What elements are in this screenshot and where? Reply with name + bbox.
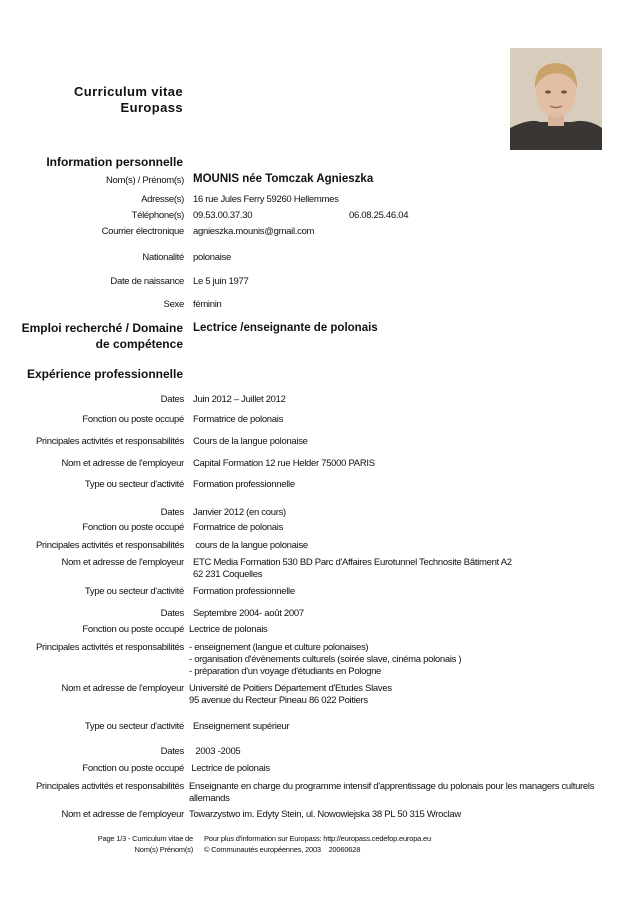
cv-title-line2: Europass xyxy=(120,100,183,115)
exp4-employer: Towarzystwo im. Edyty Stein, ul. Nowowiejska 38 PL 50 315 Wroclaw xyxy=(189,809,461,820)
exp3-activity-1: - enseignement (langue et culture polonaises) xyxy=(189,642,369,653)
exp1-activities: Cours de la langue polonaise xyxy=(193,436,308,447)
dates-label: Dates xyxy=(160,507,184,518)
exp4-function: Lectrice de polonais xyxy=(189,763,270,774)
exp2-employer-line2: 62 231 Coquelles xyxy=(193,569,263,580)
full-name: MOUNIS née Tomczak Agnieszka xyxy=(193,173,374,185)
job-value: Lectrice /enseignante de polonais xyxy=(193,322,378,334)
exp2-sector: Formation professionnelle xyxy=(193,586,295,597)
dates-label: Dates xyxy=(160,608,184,619)
activities-label: Principales activités et responsabilités xyxy=(36,436,184,447)
activities-label: Principales activités et responsabilités xyxy=(36,540,184,551)
activities-label: Principales activités et responsabilités xyxy=(36,781,184,792)
footer-left-line1: Page 1/3 - Curriculum vitae de xyxy=(97,834,193,843)
personal-info-heading: Information personnelle xyxy=(46,155,183,169)
footer-right-line2: © Communautés européennes, 2003 20060628 xyxy=(204,845,361,854)
experience-heading: Expérience professionnelle xyxy=(26,367,183,381)
exp3-activity-2: - organisation d'évènements culturels (soirée slave, cinéma polonais ) xyxy=(189,654,462,665)
exp1-dates: Juin 2012 – Juillet 2012 xyxy=(193,394,286,405)
exp2-activities: cours de la langue polonaise xyxy=(193,540,308,551)
exp3-employer-line2: 95 avenue du Recteur Pineau 86 022 Poitiers xyxy=(189,695,368,706)
nationality-value: polonaise xyxy=(193,252,231,263)
exp3-sector: Enseignement supérieur xyxy=(193,721,290,732)
sector-label: Type ou secteur d'activité xyxy=(84,586,184,597)
sex-value: féminin xyxy=(193,299,222,310)
name-label: Nom(s) / Prénom(s) xyxy=(106,175,184,186)
sector-label: Type ou secteur d'activité xyxy=(84,721,184,732)
dates-label: Dates xyxy=(160,394,184,405)
employer-label: Nom et adresse de l'employeur xyxy=(61,458,184,469)
employer-label: Nom et adresse de l'employeur xyxy=(61,683,184,694)
birth-value: Le 5 juin 1977 xyxy=(193,276,249,287)
sector-label: Type ou secteur d'activité xyxy=(84,479,184,490)
phone-value-2: 06.08.25.46.04 xyxy=(349,210,409,221)
exp2-dates: Janvier 2012 (en cours) xyxy=(193,507,286,518)
exp2-employer-line1: ETC Media Formation 530 BD Parc d'Affaires Eurotunnel Technosite Bâtiment A2 xyxy=(193,557,512,568)
job-heading-line2: de compétence xyxy=(95,337,183,351)
exp3-employer-line1: Université de Poitiers Département d'Etudes Slaves xyxy=(189,683,392,694)
email-value: agnieszka.mounis@gmail.com xyxy=(193,226,315,237)
footer-left-line2: Nom(s) Prénom(s) xyxy=(134,845,193,854)
cv-title-line1: Curriculum vitae xyxy=(74,84,183,99)
function-label: Fonction ou poste occupé xyxy=(82,414,184,425)
exp1-sector: Formation professionnelle xyxy=(193,479,295,490)
phone-label: Téléphone(s) xyxy=(131,210,184,221)
birth-label: Date de naissance xyxy=(110,276,184,287)
activities-label: Principales activités et responsabilités xyxy=(36,642,184,653)
footer-right-line1: Pour plus d'information sur Europass: http://europass.cedefop.europa.eu xyxy=(204,834,431,843)
exp4-activity-1: Enseignante en charge du programme intensif d'apprentissage du polonais pour les managers culturels xyxy=(189,781,595,792)
exp3-function: Lectrice de polonais xyxy=(189,624,268,635)
email-label: Courrier électronique xyxy=(101,226,184,237)
exp1-employer: Capital Formation 12 rue Helder 75000 PARIS xyxy=(193,458,375,469)
address-label: Adresse(s) xyxy=(141,194,184,205)
sex-label: Sexe xyxy=(163,299,184,310)
exp2-function: Formatrice de polonais xyxy=(193,522,284,533)
function-label: Fonction ou poste occupé xyxy=(82,763,184,774)
exp3-dates: Septembre 2004- août 2007 xyxy=(193,608,304,619)
exp4-activity-2: allemands xyxy=(189,793,230,804)
function-label: Fonction ou poste occupé xyxy=(82,624,184,635)
exp4-dates: 2003 -2005 xyxy=(193,746,241,757)
employer-label: Nom et adresse de l'employeur xyxy=(61,557,184,568)
portrait-photo-icon xyxy=(510,48,602,150)
address-value: 16 rue Jules Ferry 59260 Hellemmes xyxy=(193,194,339,205)
dates-label: Dates xyxy=(160,746,184,757)
exp3-activity-3: - préparation d'un voyage d'étudiants en Pologne xyxy=(189,666,382,677)
phone-value-1: 09.53.00.37.30 xyxy=(193,210,253,221)
function-label: Fonction ou poste occupé xyxy=(82,522,184,533)
exp1-function: Formatrice de polonais xyxy=(193,414,284,425)
nationality-label: Nationalité xyxy=(142,252,184,263)
job-heading-line1: Emploi recherché / Domaine xyxy=(21,321,183,335)
employer-label: Nom et adresse de l'employeur xyxy=(61,809,184,820)
